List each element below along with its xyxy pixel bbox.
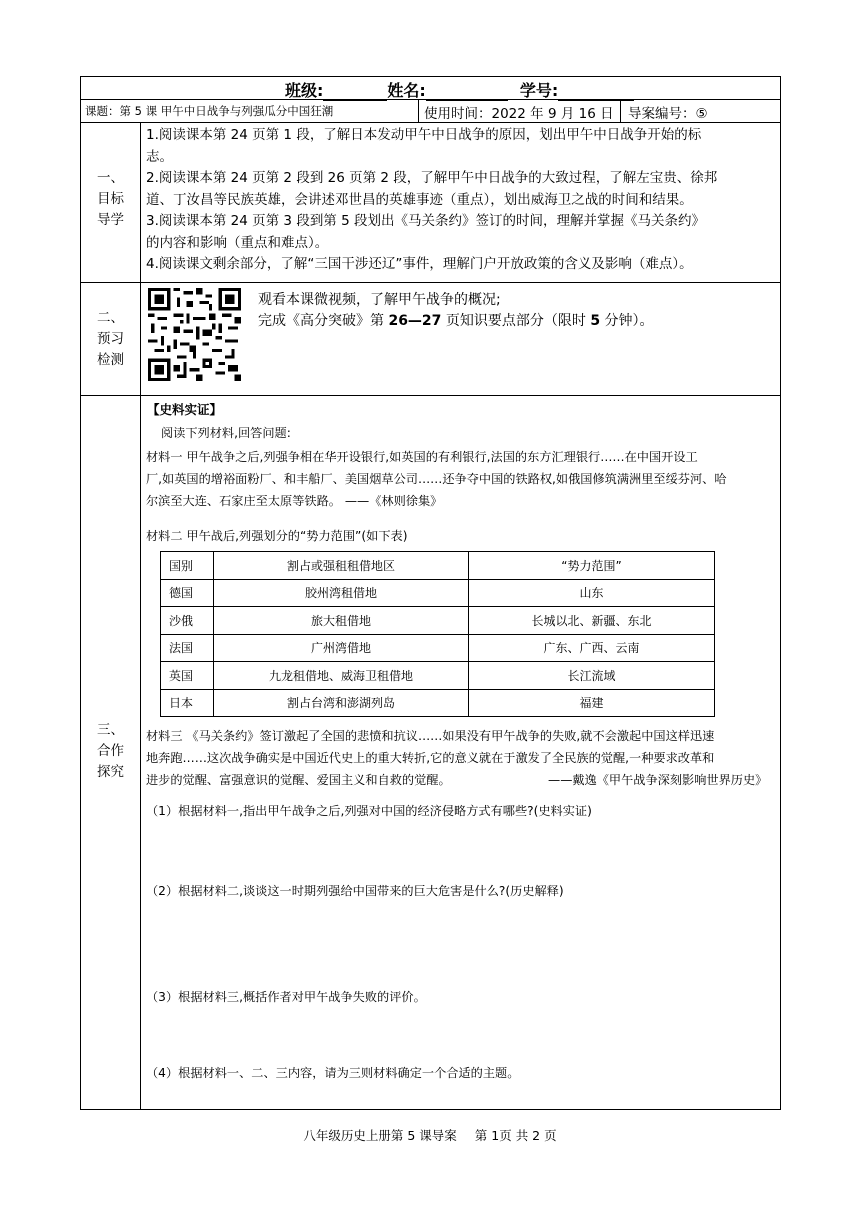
section2-label: 二、 预习 检测 bbox=[97, 310, 124, 368]
table-border-right bbox=[780, 76, 781, 1110]
goal-line: 1.阅读课本第 24 页第 1 段，了解日本发动甲午中日战争的原因，划出甲午中日战争开始的标 bbox=[146, 127, 702, 143]
table-header-row bbox=[161, 552, 715, 580]
info-divider bbox=[418, 99, 419, 123]
class-label: 班级: bbox=[285, 81, 324, 100]
table-header: 国别 bbox=[161, 552, 214, 580]
table-row bbox=[161, 634, 715, 662]
evidence-heading: 【史料实证】 bbox=[147, 402, 223, 417]
answer-area-1[interactable] bbox=[146, 826, 776, 874]
goal-line: 2.阅读课本第 24 页第 2 段到 26 页第 2 段，了解甲午中日战争的大致过程，了解左宝贵、徐邦 bbox=[146, 170, 718, 186]
table-cell: 旅大租借地 bbox=[214, 607, 469, 635]
goal-line: 的内容和影响（重点和难点）。 bbox=[146, 234, 329, 251]
learning-goals bbox=[146, 125, 780, 276]
table-cell: 福建 bbox=[469, 689, 715, 717]
table-cell: 沙俄 bbox=[161, 607, 214, 635]
student-id-field[interactable] bbox=[558, 83, 634, 101]
table-cell: 德国 bbox=[161, 579, 214, 607]
qr-code-icon[interactable] bbox=[148, 288, 241, 381]
goal-line: 3.阅读课本第 24 页第 3 段到第 5 段划出《马关条约》签订的时间，理解并掌握《马关条约》 bbox=[146, 213, 705, 229]
class-field[interactable] bbox=[323, 83, 387, 101]
table-row bbox=[161, 662, 715, 690]
name-label: 姓名: bbox=[387, 81, 426, 100]
guide-number: 导案编号：⑤ bbox=[628, 106, 708, 122]
answer-area-2[interactable] bbox=[146, 906, 776, 984]
question-2: （2）根据材料二,谈谈这一时期列强给中国带来的巨大危害是什么?(历史解释) bbox=[146, 884, 564, 898]
row-divider bbox=[80, 122, 781, 123]
page-footer bbox=[0, 1126, 860, 1144]
student-id-label: 学号: bbox=[519, 81, 559, 100]
table-cell: 广州湾借地 bbox=[214, 634, 469, 662]
question-4: （4）根据材料一、二、三内容，请为三则材料确定一个合适的主题。 bbox=[146, 1066, 520, 1080]
row-divider bbox=[80, 395, 781, 396]
goal-line: 4.阅读课文剩余部分，了解“三国干涉还辽”事件，理解门户开放政策的含义及影响（难点）。 bbox=[146, 256, 693, 272]
table-header: 割占或强租租借地区 bbox=[214, 552, 469, 580]
table-cell: 长江流域 bbox=[469, 662, 715, 690]
table-row bbox=[161, 689, 715, 717]
table-header: “势力范围” bbox=[469, 552, 715, 580]
lesson-title: 课题：第 5 课 甲午中日战争与列强瓜分中国狂潮 bbox=[85, 104, 334, 118]
answer-area-4[interactable] bbox=[146, 1086, 776, 1106]
info-divider bbox=[620, 99, 621, 123]
column-divider bbox=[140, 122, 141, 1110]
table-cell: 九龙租借地、威海卫租借地 bbox=[214, 662, 469, 690]
use-time: 使用时间：2022 年 9 月 16 日 bbox=[424, 106, 614, 122]
material-one: 材料一 甲午战争之后,列强争相在华开设银行,如英国的有利银行,法国的东方汇理银行……在中国开设工 厂,如英国的增裕面粉厂、和丰船厂、美国烟草公司……还争夺中国的铁路权,如俄国修筑满洲里至绥芬河、哈 尔滨至大连、石家庄至太原等铁路。 ——《林则徐集》 bbox=[146, 450, 727, 508]
answer-area-3[interactable] bbox=[146, 1012, 776, 1062]
preview-line2: 完成《高分突破》第 26—27 页知识要点部分（限时 5 分钟）。 bbox=[258, 313, 654, 329]
preview-line1: 观看本课微视频，了解甲午战争的概况; bbox=[258, 292, 501, 308]
goal-line: 志。 bbox=[146, 148, 173, 165]
row-divider bbox=[80, 282, 781, 283]
sphere-of-influence-table bbox=[160, 551, 715, 717]
table-cell: 日本 bbox=[161, 689, 214, 717]
question-1: （1）根据材料一,指出甲午战争之后,列强对中国的经济侵略方式有哪些?(史料实证) bbox=[146, 804, 592, 818]
table-cell: 山东 bbox=[469, 579, 715, 607]
table-cell: 法国 bbox=[161, 634, 214, 662]
section1-label: 一、 目标 导学 bbox=[97, 170, 124, 228]
goal-line: 道、丁汝昌等民族英雄，会讲述邓世昌的英雄事迹（重点），划出威海卫之战的时间和结果。 bbox=[146, 191, 693, 208]
section3-label: 三、 合作 探究 bbox=[97, 722, 124, 780]
table-border-left bbox=[80, 76, 81, 1110]
table-cell: 割占台湾和澎湖列岛 bbox=[214, 689, 469, 717]
table-cell: 胶州湾租借地 bbox=[214, 579, 469, 607]
footer-course: 八年级历史上册第 5 课导案 bbox=[303, 1128, 457, 1143]
material-three-source: ——戴逸《甲午战争深刻影响世界历史》 bbox=[548, 773, 768, 787]
table-row bbox=[161, 579, 715, 607]
footer-page-number: 第 1页 共 2 页 bbox=[474, 1128, 557, 1143]
table-border-top bbox=[80, 76, 781, 77]
reading-intro: 阅读下列材料,回答问题: bbox=[161, 426, 291, 440]
table-row bbox=[161, 607, 715, 635]
table-cell: 长城以北、新疆、东北 bbox=[469, 607, 715, 635]
material-three: 材料三 《马关条约》签订激起了全国的悲愤和抗议……如果没有甲午战争的失败,就不会激起中国这样迅速 地奔跑……这次战争确实是中国近代史上的重大转折,它的意义就在于激发了全民族的觉醒,一种要求改革和 进步的觉醒、富强意识的觉醒、爱国主义和自救的觉醒。 bbox=[146, 729, 715, 787]
table-cell: 英国 bbox=[161, 662, 214, 690]
student-info-header bbox=[285, 78, 685, 98]
table-border-bottom bbox=[80, 1109, 781, 1110]
material-two-intro: 材料二 甲午战后,列强划分的“势力范围”(如下表) bbox=[146, 529, 408, 543]
question-3: （3）根据材料三,概括作者对甲午战争失败的评价。 bbox=[146, 990, 426, 1004]
name-field[interactable] bbox=[426, 83, 508, 101]
table-cell: 广东、广西、云南 bbox=[469, 634, 715, 662]
